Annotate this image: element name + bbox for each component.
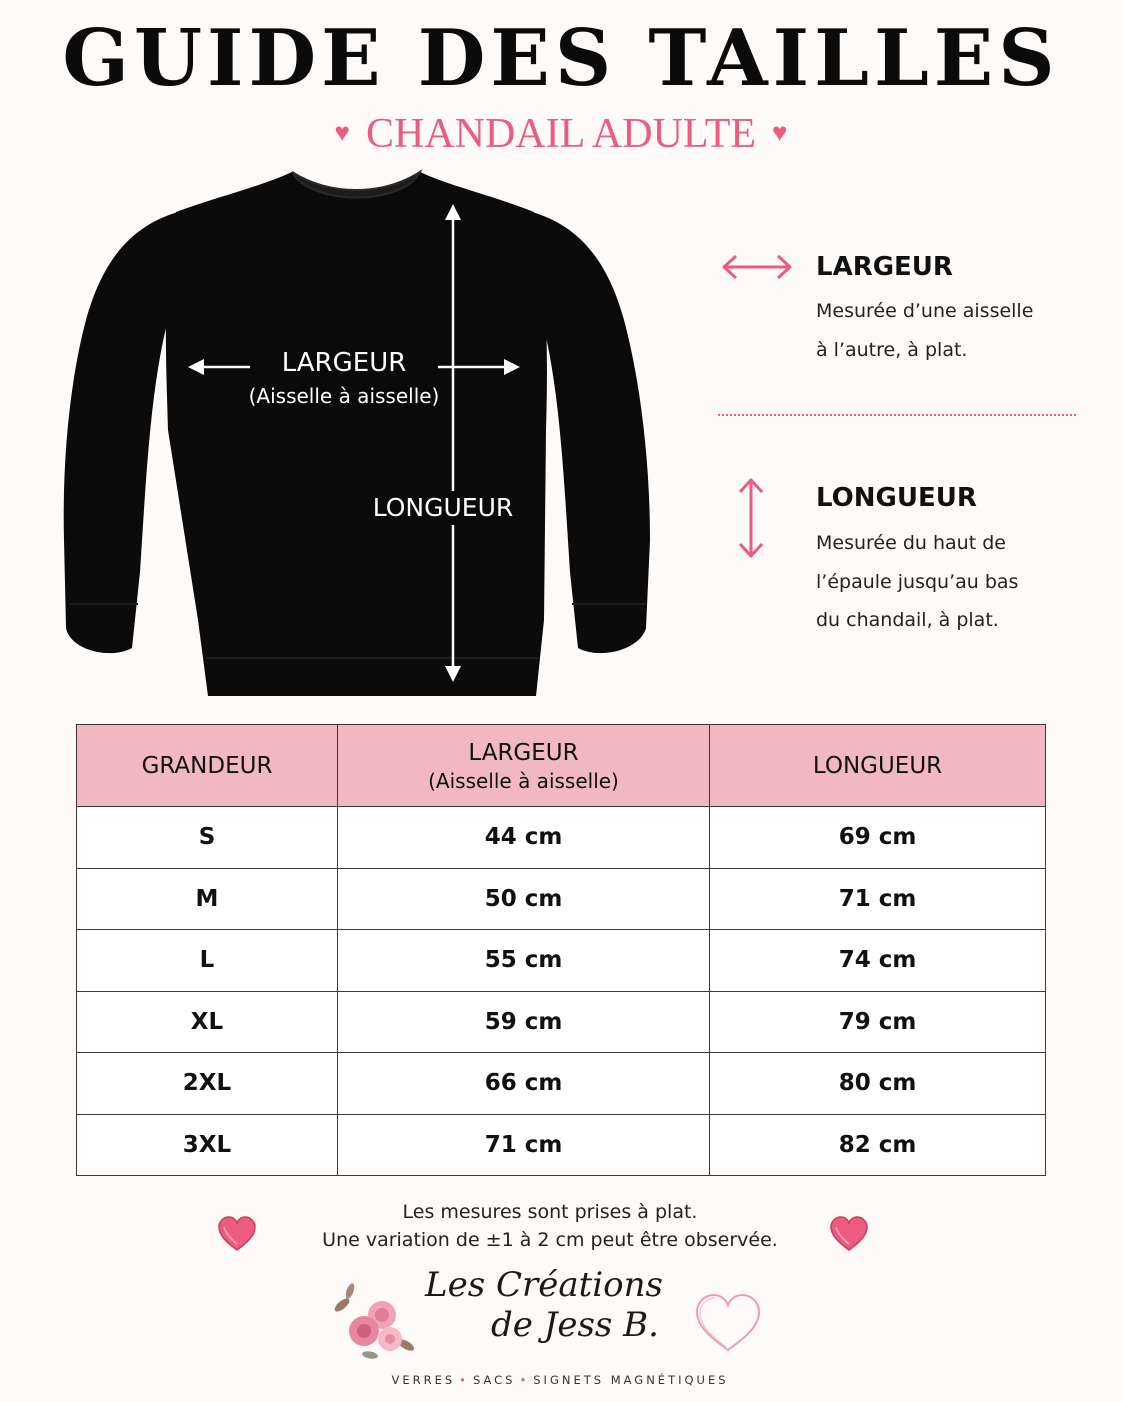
table-row bbox=[77, 1114, 1046, 1176]
tagline-item: VERRES bbox=[391, 1373, 456, 1387]
legend-width-line: Mesurée d’une aisselle bbox=[816, 300, 1034, 322]
cell-length: 69 cm bbox=[710, 807, 1046, 869]
header-size: GRANDEUR bbox=[77, 725, 338, 807]
horizontal-double-arrow-icon bbox=[720, 252, 794, 282]
sweater-length-label: LONGUEUR bbox=[358, 491, 528, 525]
sweater-illustration bbox=[0, 160, 700, 720]
separator-dot: • bbox=[459, 1373, 469, 1387]
brand-name-line: de Jess B. bbox=[491, 1305, 659, 1345]
cell-width: 71 cm bbox=[338, 1114, 710, 1176]
header-width bbox=[338, 725, 710, 807]
cell-length: 80 cm bbox=[710, 1053, 1046, 1115]
note-line: Une variation de ±1 à 2 cm peut être observée. bbox=[322, 1229, 778, 1251]
right-sleeve bbox=[532, 212, 650, 653]
cell-size: S bbox=[77, 807, 338, 869]
cell-size: XL bbox=[77, 991, 338, 1053]
cell-length: 82 cm bbox=[710, 1114, 1046, 1176]
table-row bbox=[77, 991, 1046, 1053]
heart-outline-icon bbox=[692, 1290, 764, 1356]
table-row bbox=[77, 930, 1046, 992]
legend-width-line: à l’autre, à plat. bbox=[816, 338, 968, 361]
separator-dot: • bbox=[519, 1373, 530, 1387]
brand-tagline bbox=[310, 1373, 810, 1387]
header-length: LONGUEUR bbox=[710, 725, 1046, 807]
table-row bbox=[77, 807, 1046, 869]
sweater-width-label: LARGEUR bbox=[250, 346, 438, 380]
heart-icon: ♥ bbox=[772, 118, 788, 147]
measurement-note bbox=[250, 1198, 850, 1254]
legend-length-line: l’épaule jusqu’au bas bbox=[816, 570, 1019, 593]
cell-length: 71 cm bbox=[710, 868, 1046, 930]
cell-size: 3XL bbox=[77, 1114, 338, 1176]
table-row bbox=[77, 868, 1046, 930]
heart-icon bbox=[828, 1214, 870, 1254]
cell-width: 50 cm bbox=[338, 868, 710, 930]
table-header-row bbox=[77, 725, 1046, 807]
cell-size: L bbox=[77, 930, 338, 992]
table-row bbox=[77, 1053, 1046, 1115]
cell-length: 74 cm bbox=[710, 930, 1046, 992]
legend-divider bbox=[718, 414, 1076, 416]
cell-width: 55 cm bbox=[338, 930, 710, 992]
page-title: GUIDE DES TAILLES bbox=[62, 13, 1060, 104]
legend-length-line: Mesurée du haut de bbox=[816, 532, 1006, 554]
roses-icon bbox=[330, 1275, 420, 1365]
legend-length-title: LONGUEUR bbox=[816, 483, 977, 513]
cell-size: M bbox=[77, 868, 338, 930]
page-subtitle bbox=[0, 108, 1122, 159]
sweater-body bbox=[166, 172, 547, 696]
left-sleeve bbox=[64, 212, 178, 653]
cell-width: 59 cm bbox=[338, 991, 710, 1053]
note-line: Les mesures sont prises à plat. bbox=[402, 1201, 698, 1223]
vertical-double-arrow-icon bbox=[736, 476, 766, 560]
brand-name bbox=[425, 1265, 685, 1345]
legend-width-title: LARGEUR bbox=[816, 252, 953, 282]
cell-width: 44 cm bbox=[338, 807, 710, 869]
cell-size: 2XL bbox=[77, 1053, 338, 1115]
legend-length-description bbox=[816, 524, 1106, 640]
heart-icon: ♥ bbox=[334, 118, 350, 147]
legend-length-line: du chandail, à plat. bbox=[816, 609, 999, 631]
legend-width-description bbox=[816, 292, 1106, 369]
cell-length: 79 cm bbox=[710, 991, 1046, 1053]
tagline-item: SACS bbox=[472, 1373, 516, 1387]
sweater-width-sublabel: (Aisselle à aisselle) bbox=[248, 384, 440, 408]
brand-name-line: Les Créations bbox=[425, 1265, 663, 1305]
tagline-item: SIGNETS MAGNÉTIQUES bbox=[533, 1373, 729, 1387]
header-width-sublabel: (Aisselle à aisselle) bbox=[428, 768, 619, 793]
header-width-label: LARGEUR bbox=[468, 739, 579, 766]
cell-width: 66 cm bbox=[338, 1053, 710, 1115]
subtitle-text: CHANDAIL ADULTE bbox=[365, 111, 757, 157]
size-table bbox=[76, 724, 1046, 1176]
